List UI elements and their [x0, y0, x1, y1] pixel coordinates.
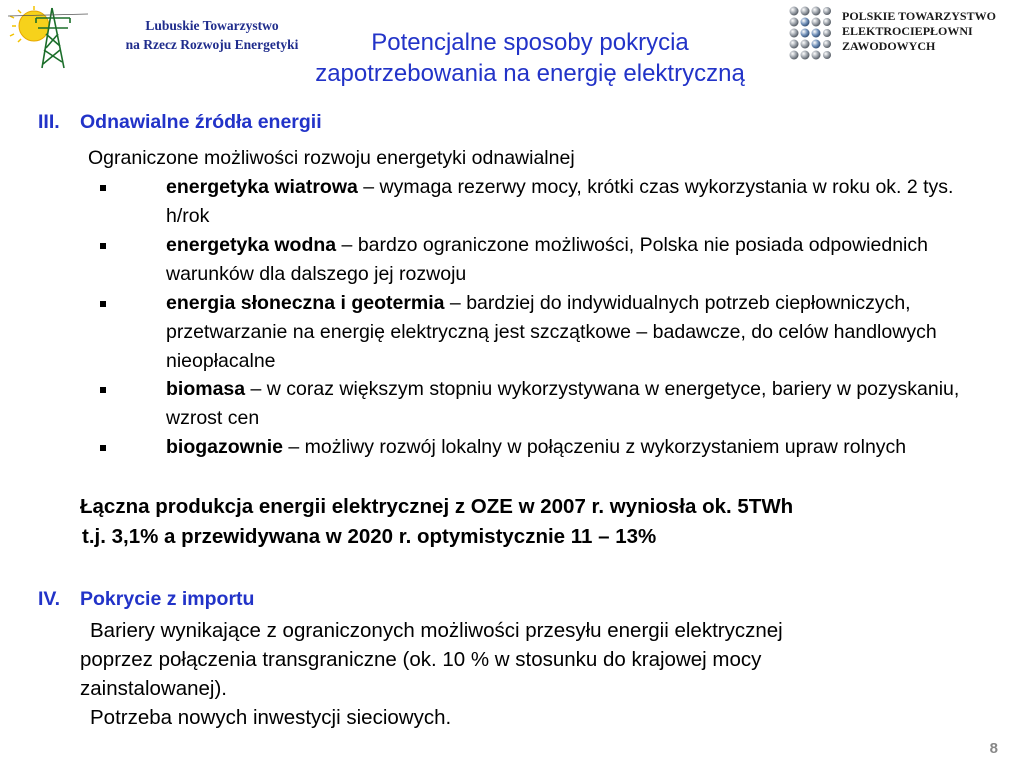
org-right-line3: ZAWODOWYCH	[842, 39, 936, 53]
summary-line2: t.j. 3,1% a przewidywana w 2020 r. optymistycznie 11 – 13%	[82, 525, 657, 548]
org-left-line1: Lubuskie Towarzystwo	[145, 18, 279, 33]
bullet-marker	[100, 387, 106, 393]
item-description: – bardziej do indywidualnych potrzeb ciepłowniczych, przetwarzanie na energię elektryczną jest szczątkowe – badawcze, do celów handlowych nieopłacalne	[166, 292, 937, 372]
org-right-name	[842, 9, 1022, 54]
oze-summary	[80, 492, 980, 552]
list-item	[84, 289, 984, 376]
section-4-title: Pokrycie z importu	[80, 588, 255, 610]
item-term: biomasa	[166, 378, 246, 400]
item-description: – bardzo ograniczone możliwości, Polska nie posiada odpowiednich warunków dla dalszego jej rozwoju	[166, 234, 928, 285]
section-3-intro: Ograniczone możliwości rozwoju energetyki odnawialnej	[88, 147, 575, 169]
slide-title	[250, 27, 810, 89]
bullet-marker	[100, 243, 106, 249]
section-4-heading	[38, 587, 938, 611]
bullet-marker	[100, 301, 106, 307]
item-description: – w coraz większym stopniu wykorzystywana w energetyce, bariery w pozyskaniu, wzrost cen	[166, 378, 960, 429]
section-4-number: IV.	[38, 588, 61, 610]
para-line4: Potrzeba nowych inwestycji sieciowych.	[90, 706, 452, 729]
summary-line1: Łączna produkcja energii elektrycznej z OZE w 2007 r. wyniosła ok. 5TWh	[80, 495, 794, 518]
page-number: 8	[989, 740, 998, 757]
slide-title-line2: zapotrzebowania na energię elektryczną	[315, 60, 745, 87]
ptez-logo-icon	[786, 4, 832, 64]
section-3-title: Odnawialne źródła energii	[80, 111, 322, 133]
section-4-paragraph	[80, 616, 980, 732]
list-item	[84, 375, 984, 433]
para-line2: poprzez połączenia transgraniczne (ok. 10 % w stosunku do krajowej mocy	[80, 648, 762, 671]
item-term: biogazownie	[166, 436, 283, 458]
item-description: – wymaga rezerwy mocy, krótki czas wykorzystania w roku ok. 2 tys. h/rok	[166, 176, 954, 227]
slide-title-line1: Potencjalne sposoby pokrycia	[371, 29, 689, 56]
bullet-marker	[100, 445, 106, 451]
org-left-line2: na Rzecz Rozwoju Energetyki	[125, 37, 299, 52]
item-term: energia słoneczna i geotermia	[166, 292, 445, 314]
org-right-line1: POLSKIE TOWARZYSTWO	[842, 9, 996, 23]
list-item	[84, 231, 984, 289]
item-description: – możliwy rozwój lokalny w połączeniu z wykorzystaniem upraw rolnych	[283, 436, 907, 458]
item-term: energetyka wiatrowa	[166, 176, 358, 198]
section-3-heading	[38, 110, 938, 134]
org-right-line2: ELEKTROCIEPŁOWNI	[842, 24, 973, 38]
para-line1: Bariery wynikające z ograniczonych możliwości przesyłu energii elektrycznej	[90, 619, 783, 642]
section-3-number: III.	[38, 111, 60, 133]
item-term: energetyka wodna	[166, 234, 337, 256]
list-item	[84, 173, 984, 231]
bullet-marker	[100, 185, 106, 191]
ltre-logo-icon	[8, 4, 88, 70]
para-line3: zainstalowanej).	[80, 677, 227, 700]
list-item	[84, 433, 984, 462]
